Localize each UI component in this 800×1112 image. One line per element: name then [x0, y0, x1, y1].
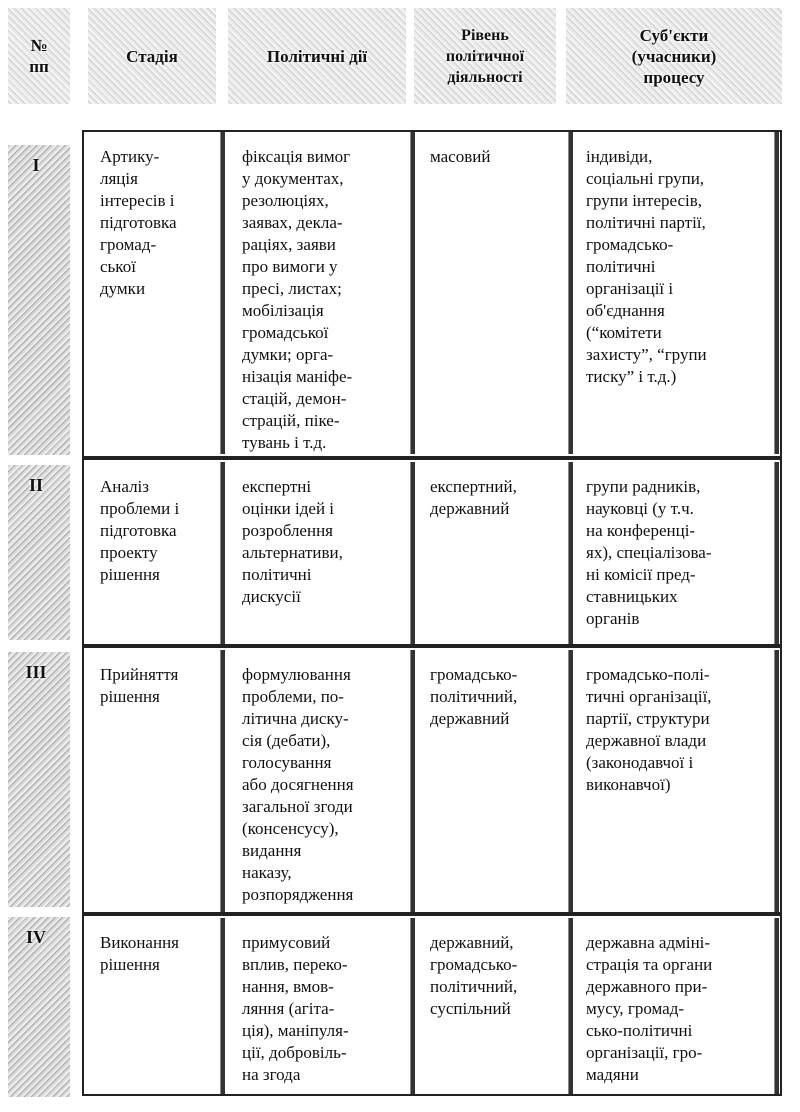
header-level: Рівень політичної діяльності	[414, 8, 556, 104]
column-divider	[774, 918, 779, 1094]
level-cell: масовий	[430, 147, 491, 166]
actions-cell: фіксація вимог у документах, резолюціях, заявах, декла- раціях, заяви про вимоги у пресі, листах; мобілізація громадської думки; орга- нізація маніфе- стацій, демон- страцій, піке- тувань і т.д.	[242, 147, 353, 452]
subjects-cell: індивіди, соціальні групи, групи інтересів, політичні партії, громадсько- політичні організації і об'єднання (“комітети захисту”, “групи тиску” і т.д.)	[586, 147, 707, 386]
actions-cell: примусовий вплив, переко- нання, вмов- ляння (агіта- ція), маніпуля- ції, добровіль- на згода	[242, 933, 349, 1084]
stages-table	[82, 130, 782, 1096]
column-divider	[410, 462, 415, 644]
row-number: I	[32, 155, 40, 175]
column-divider	[220, 650, 225, 912]
row-number-tab	[8, 917, 70, 1097]
column-divider	[774, 462, 779, 644]
row-number: IV	[25, 927, 46, 947]
subjects-cell: громадсько-полі- тичні організації, партії, структури державної влади (законодавчої і виконавчої)	[586, 665, 712, 794]
header-subjects: Суб'єкти (учасники) процесу	[566, 8, 782, 104]
column-divider	[568, 462, 573, 644]
stage-cell: Аналіз проблеми і підготовка проекту рішення	[100, 477, 180, 584]
stage-cell: Виконання рішення	[100, 933, 179, 974]
header-stage: Стадія	[88, 8, 216, 104]
column-divider	[774, 132, 779, 454]
row-number: II	[28, 475, 43, 495]
subjects-cell: державна адміні- страція та органи державного при- мусу, громад- сько-політичні організації, гро- мадяни	[586, 933, 713, 1084]
column-divider	[774, 650, 779, 912]
level-cell: державний, громадсько- політичний, суспільний	[430, 933, 518, 1018]
column-divider	[410, 132, 415, 454]
row-number-tab	[8, 465, 70, 640]
level-cell: громадсько- політичний, державний	[430, 665, 518, 728]
level-cell: експертний, державний	[430, 477, 517, 518]
row-number-tab	[8, 652, 70, 907]
column-divider	[410, 918, 415, 1094]
actions-cell: формулювання проблеми, по- літична диску- сія (дебати), голосування або досягнення загальної згоди (консенсусу), видання наказу, розпорядження	[242, 665, 354, 904]
column-divider	[220, 132, 225, 454]
table-row	[84, 650, 780, 912]
row-number: III	[25, 662, 47, 682]
row-divider	[84, 456, 780, 460]
table-row	[84, 918, 780, 1094]
row-divider	[84, 912, 780, 916]
column-divider	[568, 650, 573, 912]
actions-cell: експертні оцінки ідей і розроблення альтернативи, політичні дискусії	[242, 477, 343, 606]
column-divider	[220, 462, 225, 644]
column-divider	[568, 132, 573, 454]
row-divider	[84, 644, 780, 648]
stage-cell: Прийняття рішення	[100, 665, 179, 706]
header-number: № пп	[8, 8, 70, 104]
table-row	[84, 132, 780, 454]
subjects-cell: групи радників, науковці (у т.ч. на конференці- ях), спеціалізова- ні комісії пред- ставницьких органів	[586, 477, 712, 628]
row-number-tab	[8, 145, 70, 455]
column-divider	[568, 918, 573, 1094]
table-row	[84, 462, 780, 644]
stage-cell: Артику- ляція інтересів і підготовка громад- ської думки	[100, 147, 177, 298]
header-actions: Політичні дії	[228, 8, 406, 104]
column-divider	[410, 650, 415, 912]
column-divider	[220, 918, 225, 1094]
